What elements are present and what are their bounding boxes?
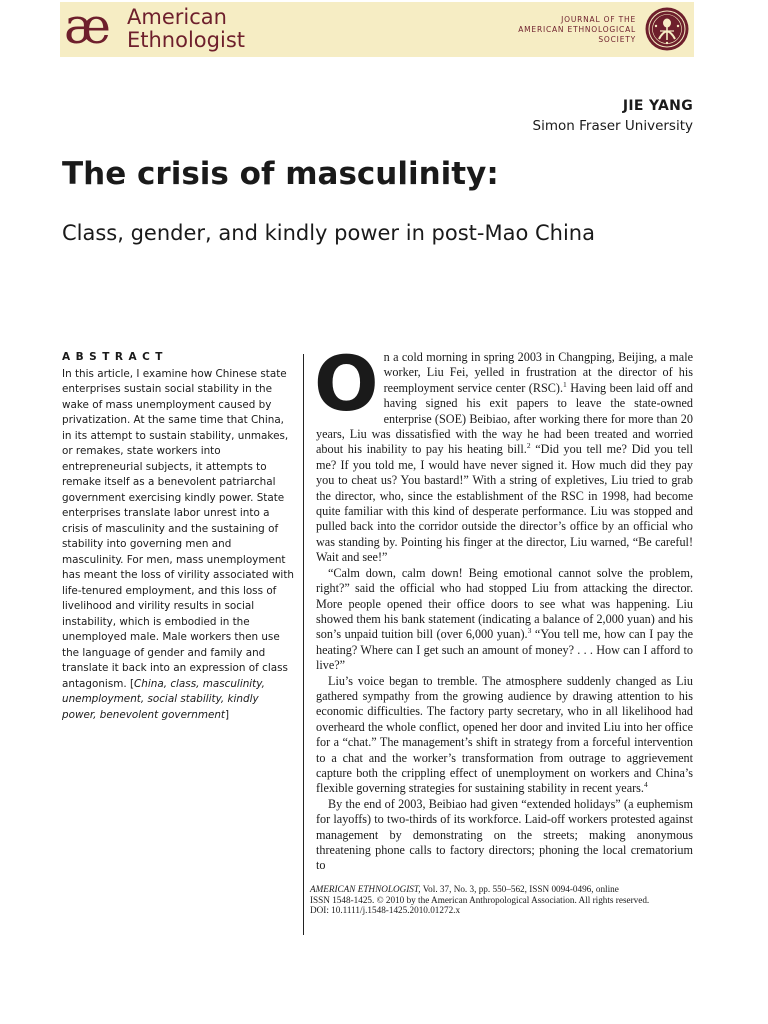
abstract-paragraph xyxy=(62,367,294,724)
author-name: JIE YANG xyxy=(622,98,693,114)
article-body xyxy=(314,339,694,874)
society-line1: JOURNAL OF THE xyxy=(561,15,636,24)
body-text: “You tell me, how can I pay the heating? Where can I get such an amount of money? . . . How can I afford to live?” xyxy=(316,627,693,673)
keywords-close-bracket: ] xyxy=(225,708,230,721)
footnote-ref-1: 1 xyxy=(563,379,567,389)
body-text: Having been laid off and having signed his exit papers to leave the state-owned enterprise (SOE) Beibiao, after working there for more than 20 years, Liu was dissatisfied with the way he had been treated and worried about his inability to pay his heating bill. xyxy=(316,380,694,457)
body-text: “Did you tell me? Did you tell me? If you told me, I would have never signed it. How much did they pay you to cheat us? You bastard!” With a string of expletives, Liu tried to grab the director, who, since the establishment of the RSC in 1998, had become quite familiar with this kind of desperate performance. Liu was stopped and pulled back into the corridor outside the director’s office by an official who was standing by. Pointing his finger at the director, Liu warned, “Be careful! Wait and see!” xyxy=(316,442,693,565)
citation-volume: Vol. 37, No. 3, pp. 550–562, ISSN 0094-0496, online xyxy=(420,884,619,894)
journal-name-line1: American xyxy=(127,5,227,29)
journal-logo-text xyxy=(127,6,245,52)
drop-cap: O xyxy=(314,339,379,428)
body-text: n a cold morning in spring 2003 in Changping, Beijing, a male worker, Liu Fei, yelled in frustration at the director of his reemployment service center (RSC). xyxy=(383,350,693,395)
body-text: “Calm down, calm down! Being emotional cannot solve the problem, right?” said the official who had stopped Liu from attacking the director. More people opened their office doors to see what was happening. Liu showed them his bank statement (indicating a balance of 2,000 yuan) and his son’s unpaid tuition bill (over 6,000 yuan). xyxy=(316,565,693,642)
abstract-text: In this article, I examine how Chinese state enterprises sustain social stability in the wake of mass unemployment caused by privatization. At the same time that China, in its attempt to sustain stability, unmakes, or remakes, state workers into entrepreneurial subjects, it attempts to remake itself as a benevolent patriarchal government exercising kindly power. State enterprises translate labor unrest into a crisis of masculinity and the sustaining of stability into governing men and masculinity. For men, mass unemployment has meant the loss of virility associated with life-tenured employment, and this loss of livelihood and virility results in social instability, which is embodied in the unemployed male. Male workers then use the language of gender and family and translate it back into an expression of class antagonism. xyxy=(62,367,294,690)
article-subtitle: Class, gender, and kindly power in post-Mao China xyxy=(62,221,595,245)
body-paragraph-2 xyxy=(316,566,693,674)
journal-banner xyxy=(60,2,694,57)
body-paragraph-4 xyxy=(316,797,693,874)
footnote-ref-4: 4 xyxy=(643,780,648,790)
footnote-ref-2: 2 xyxy=(526,441,531,451)
society-seal-icon xyxy=(644,6,690,52)
citation-doi: DOI: 10.1111/j.1548-1425.2010.01272.x xyxy=(310,905,461,916)
society-line3: SOCIETY xyxy=(598,35,636,44)
journal-logo-mark: æ xyxy=(64,0,105,55)
citation-line-1 xyxy=(310,884,694,895)
journal-name-line2: Ethnologist xyxy=(127,28,245,52)
author-block xyxy=(533,96,693,136)
society-caption xyxy=(518,15,636,45)
society-line2: AMERICAN ETHNOLOGICAL xyxy=(518,25,636,34)
article-title: The crisis of masculinity: xyxy=(62,156,499,192)
body-text: By the end of 2003, Beibiao had given “extended holidays” (a euphemism for layoffs) to two-thirds of its workforce. Laid-off workers protested against management by demonstrating on the streets; making anonymous threatening phone calls to factory directors; phoning the local crematorium to xyxy=(316,796,693,873)
body-paragraph-1 xyxy=(314,339,694,566)
author-affiliation: Simon Fraser University xyxy=(532,118,693,134)
abstract-heading: ABSTRACT xyxy=(62,351,168,363)
footnote-ref-3: 3 xyxy=(527,626,532,636)
citation-journal: AMERICAN ETHNOLOGIST, xyxy=(310,884,421,894)
body-text: Liu’s voice began to tremble. The atmosphere suddenly changed as Liu gathered sympathy from the growing audience by drawing attention to his economic difficulties. The factory party secretary, who in all likelihood had overheard the whole conflict, opened her door and invited Liu into her office for a “chat.” The management’s shift in strategy from a forceful intervention to a chat and the worker’s transformation from outrage to aggrievement capture both the crippling effect of unemployment on workers and China’s flexible governing strategies for sustaining stability in recent years. xyxy=(316,673,693,796)
citation-footer xyxy=(310,884,694,916)
citation-line-2: ISSN 1548-1425. © 2010 by the American Anthropological Association. All rights reserved. xyxy=(310,894,650,905)
abstract-keywords: China, class, masculinity, unemployment, social stability, kindly power, benevolent government xyxy=(62,677,265,721)
keywords-open-bracket: [ xyxy=(129,677,135,690)
abstract-body xyxy=(62,367,294,724)
column-divider xyxy=(303,354,304,935)
body-paragraph-3 xyxy=(316,674,693,797)
abstract-section xyxy=(62,350,294,723)
